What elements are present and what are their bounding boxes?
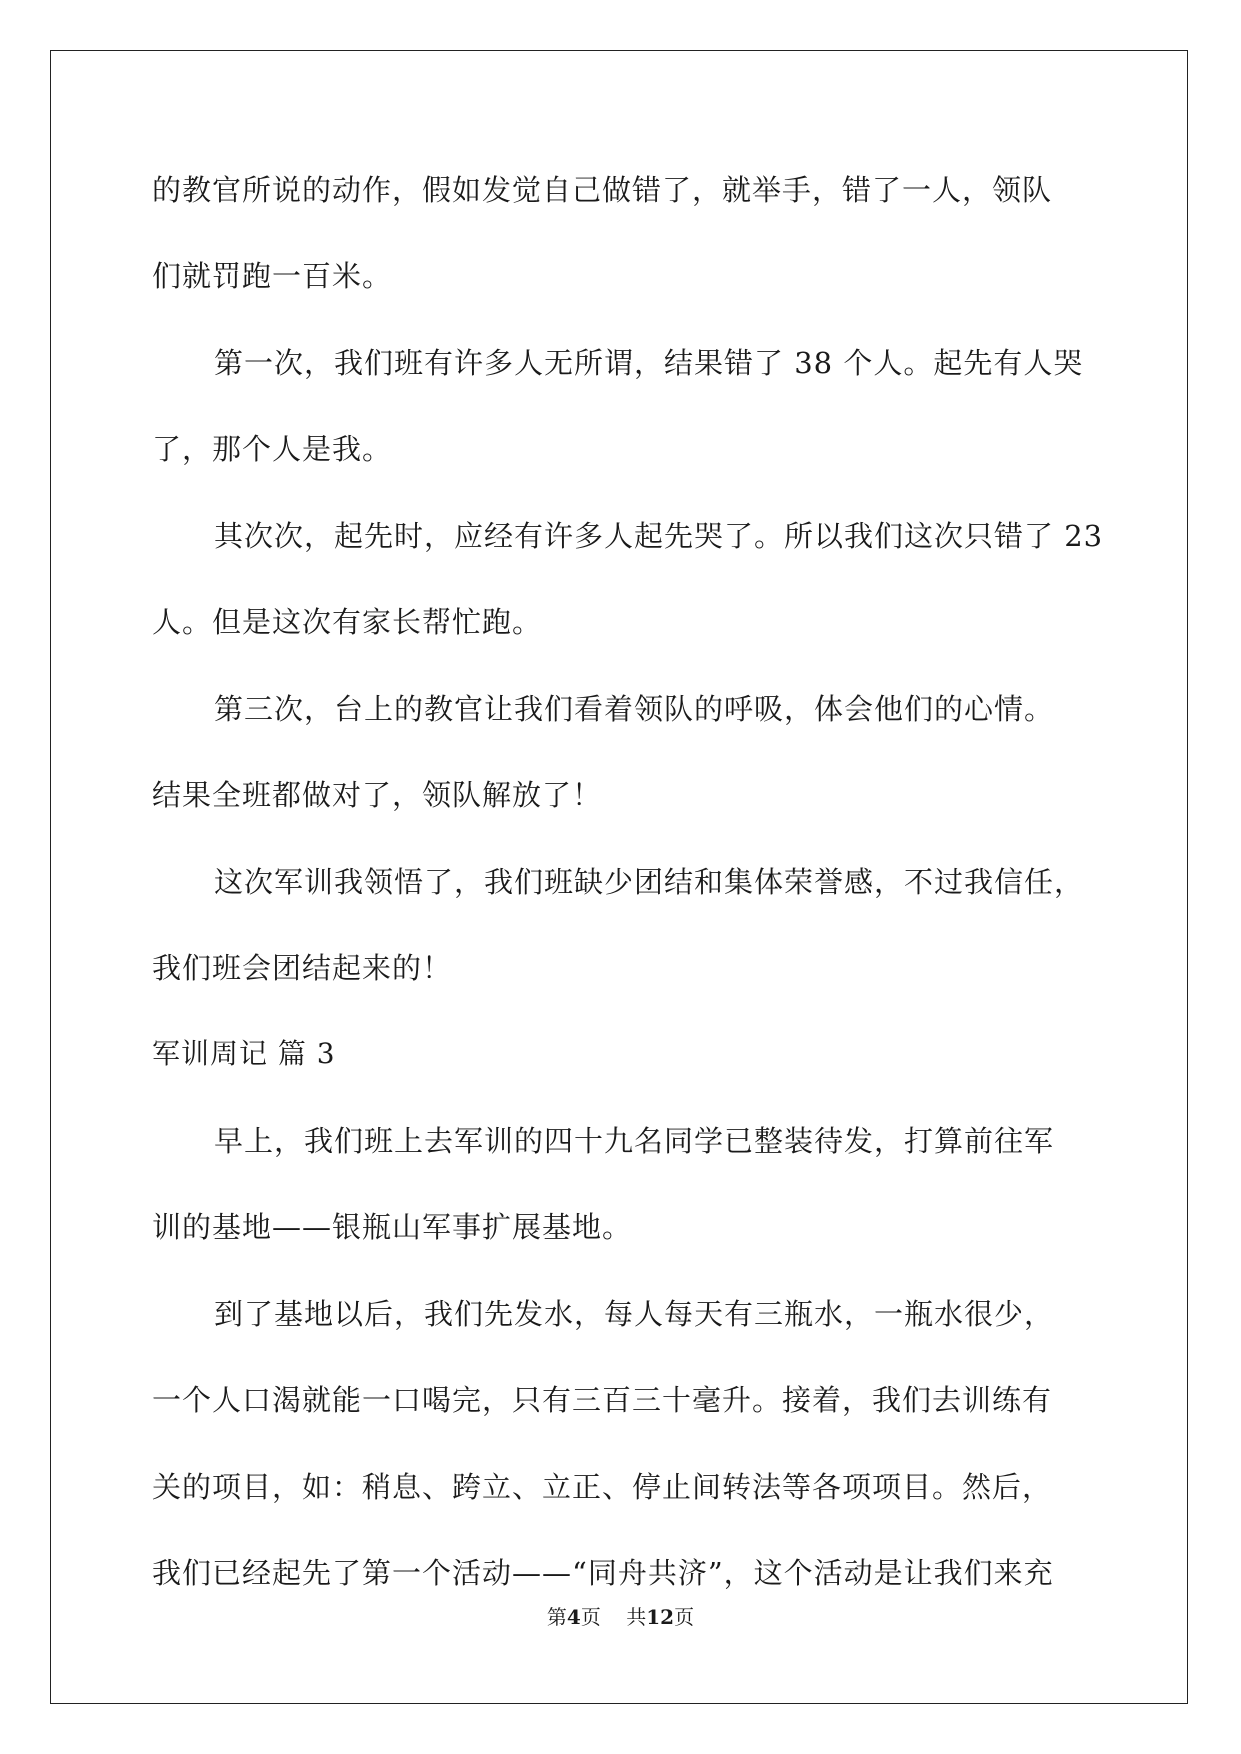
body-text-line: 我们已经起先了第一个活动——“同舟共济”，这个活动是让我们来充	[152, 1556, 1054, 1590]
body-text-line: 关的项目，如：稍息、跨立、立正、停止间转法等各项项目。然后，	[152, 1470, 1053, 1504]
page-footer	[0, 1605, 1241, 1629]
body-text-line: 到了基地以后，我们先发水，每人每天有三瓶水，一瓶水很少，	[214, 1297, 1055, 1331]
page-prefix: 第	[546, 1605, 567, 1629]
body-text-line: 的教官所说的动作，假如发觉自己做错了，就举手，错了一人，领队	[152, 173, 1053, 207]
body-text-line: 们就罚跑一百米。	[152, 259, 393, 293]
body-text-line: 第一次，我们班有许多人无所谓，结果错了 38 个人。起先有人哭	[214, 346, 1084, 380]
body-text-line: 第三次，台上的教官让我们看着领队的呼吸，体会他们的心情。	[214, 692, 1055, 726]
body-text-line: 训的基地——银瓶山军事扩展基地。	[152, 1210, 633, 1244]
body-text-line: 其次次，起先时，应经有许多人起先哭了。所以我们这次只错了 23	[214, 519, 1104, 553]
body-text-line: 这次军训我领悟了，我们班缺少团结和集体荣誉感，不过我信任，	[214, 865, 1085, 899]
body-text-line: 我们班会团结起来的！	[152, 951, 453, 985]
body-text-line: 了，那个人是我。	[152, 432, 393, 466]
section-heading: 军训周记 篇 3	[152, 1037, 336, 1070]
total-pages: 12	[646, 1605, 675, 1629]
body-text-line: 人。但是这次有家长帮忙跑。	[152, 605, 543, 639]
body-text-line: 早上，我们班上去军训的四十九名同学已整装待发，打算前往军	[214, 1124, 1055, 1158]
total-prefix: 共	[626, 1605, 647, 1629]
body-text-line: 结果全班都做对了，领队解放了！	[152, 778, 603, 812]
body-text-line: 一个人口渴就能一口喝完，只有三百三十毫升。接着，我们去训练有	[152, 1383, 1053, 1417]
page-suffix: 页	[580, 1605, 601, 1629]
total-suffix: 页	[674, 1605, 695, 1629]
page-number: 4	[566, 1605, 581, 1629]
